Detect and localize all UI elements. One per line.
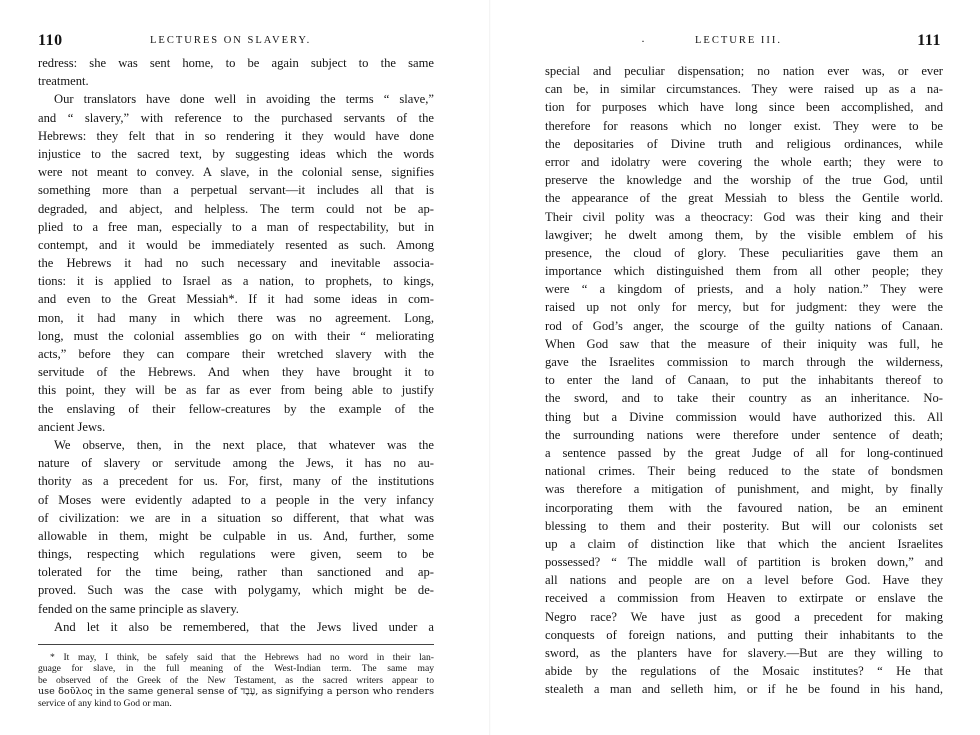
- footnote-line: guage for slave, in the full meaning of the West-Indian term. The same may: [38, 663, 434, 675]
- footnote-line: use δοῦλος in the same general sense of עֶבֶד, as signifying a person who renders: [38, 686, 434, 698]
- text-line: treatment.: [38, 74, 89, 89]
- text-line: thority as a precedent for us. For, first, many of the institutions: [38, 474, 434, 489]
- text-line: lawgiver; he dwelt among them, by the visible emblem of his: [545, 227, 943, 242]
- text-line: the enslaving of their fellow-creatures by the example of the: [38, 401, 434, 416]
- text-line: special and peculiar dispensation; no nation ever was, or ever: [545, 64, 943, 78]
- left-page-header: [38, 34, 434, 52]
- text-line: We observe, then, in the next place, that whatever was the: [54, 437, 434, 452]
- text-line: Hebrews: they felt that in so rendering it they would have done: [38, 128, 434, 143]
- text-line: acts,” before they can compare their wretched slavery with the: [38, 347, 434, 361]
- text-line: When God saw that the measure of their iniquity was full, he: [545, 336, 943, 351]
- text-line: of Moses were evidently adapted to a people in the very infancy: [38, 492, 434, 507]
- text-line: And let it also be remembered, that the Jews lived under a: [54, 619, 434, 634]
- text-line: was therefore a mitigation of punishment, and might, by finally: [545, 482, 943, 497]
- footnote-line: service of any kind to God or man.: [38, 697, 172, 709]
- text-line: preserve the knowledge and the worship of the true God, until: [545, 173, 943, 188]
- text-line: received a commission from Heaven to extirpate or enslave the: [545, 591, 943, 606]
- right-page: [490, 0, 980, 735]
- footnote-line: * It may, I think, be safely said that the Hebrews had no word in their lan-: [50, 652, 434, 663]
- text-line: allowable in them, might be culpable in us. And, further, some: [38, 528, 434, 543]
- text-line: sword, as the planters have for slavery.—But are they willing to: [545, 646, 943, 660]
- text-line: contempt, and it would be immediately resented as such. Among: [38, 237, 434, 252]
- text-line: incorporating them with the favoured nation, be an eminent: [545, 500, 943, 515]
- text-line: to enter the land of Canaan, to put the inhabitants thereof to: [545, 373, 943, 388]
- text-line: abide by the regulations of the Mosaic institutes? “ He that: [545, 664, 943, 679]
- text-line: a sentence passed by the great Judge of all for long-continued: [545, 445, 943, 460]
- text-line: the Hebrews it had no such necessary and inevitable associa-: [38, 256, 434, 271]
- text-line: were not meant to convey. A slave, in the colonial sense, signifies: [38, 165, 434, 180]
- text-line: presence, the cloud of glory. These peculiarities gave them an: [545, 245, 943, 260]
- text-line: possessed? “ The middle wall of partition is broken down,” and: [545, 555, 943, 570]
- text-line: Negro race? We have just as good a precedent for making: [545, 609, 943, 624]
- text-line: redress: she was sent home, to be again subject to the same: [38, 56, 434, 70]
- bullet-icon: ·: [641, 34, 645, 48]
- text-line: and “ slavery,” with reference to the purchased servants of the: [38, 110, 434, 125]
- text-line: can be, in similar circumstances. They were raised up as a na-: [545, 82, 943, 97]
- text-line: the depositaries of Divine truth and religious ordinances, while: [545, 136, 943, 151]
- text-line: mon, it had many in which there was no agreement. Long,: [38, 310, 434, 325]
- text-line: up a claim of distinction like that which the ancient Israelites: [545, 536, 943, 551]
- text-line: degraded, and abject, and helpless. The term could not be ap-: [38, 201, 434, 216]
- text-line: long, must the colonial assemblies go on with their “ meliorating: [38, 328, 434, 343]
- text-line: injustice to the sacred text, by suggesting ideas which the words: [38, 146, 434, 161]
- text-line: the surrounding nations were therefore under sentence of death;: [545, 427, 943, 442]
- text-line: importance which distinguished them from all other people; they: [545, 264, 943, 279]
- text-line: and even to the Great Messiah*. If it had some ideas in com-: [38, 292, 434, 307]
- running-head: LECTURES ON SLAVERY.: [150, 35, 312, 46]
- text-line: Their civil polity was a theocracy: God was their king and their: [545, 209, 943, 224]
- footnote: [38, 652, 434, 709]
- text-line: the sword, and to take their country as an inheritance. No-: [545, 391, 943, 406]
- text-line: ancient Jews.: [38, 419, 106, 434]
- text-line: all nations and people are on a level before God. Have they: [545, 573, 943, 588]
- right-text-column: [545, 62, 943, 699]
- text-line: fended on the same principle as slavery.: [38, 601, 239, 616]
- text-line: were “ a kingdom of priests, and a holy nation.” They were: [545, 282, 943, 297]
- text-line: servitude of the Hebrews. And when they have brought it to: [38, 365, 434, 380]
- text-line: proved. Such was the case with polygamy, which might be de-: [38, 583, 434, 598]
- text-line: raised up not only for mercy, but for judgment: they were the: [545, 300, 943, 315]
- page-number: 110: [38, 32, 63, 49]
- footnote-rule: [38, 644, 434, 645]
- text-line: plied to a free man, especially to a man of respectability, but in: [38, 219, 434, 234]
- text-line: things, respecting which regulations were given, seem to be: [38, 547, 434, 562]
- text-line: Our translators have done well in avoiding the terms “ slave,”: [54, 92, 434, 107]
- right-page-header: [545, 34, 941, 52]
- text-line: therefore for reasons which no longer exist. They were to be: [545, 118, 943, 133]
- text-line: nature of slavery or servitude among the Jews, it has no au-: [38, 456, 434, 471]
- page-number: 111: [917, 32, 941, 49]
- text-line: thing but a Divine commission would have authorized this. All: [545, 409, 943, 424]
- text-line: conquests of foreign nations, and putting their inhabitants to the: [545, 627, 943, 642]
- text-line: the appearance of the great Messiah to bless the Gentile world.: [545, 191, 943, 206]
- text-line: blessing to them and their posterity. But will our colonists set: [545, 518, 943, 533]
- text-line: this point, they will be as far as ever from being able to justify: [38, 383, 434, 398]
- text-line: gave the Israelites commission to march through the wilderness,: [545, 355, 943, 369]
- running-head: LECTURE III.: [695, 35, 782, 46]
- text-line: stealeth a man and selleth him, or if he be found in his hand,: [545, 682, 943, 697]
- text-line: something more than a perpetual servant—it includes all that is: [38, 183, 434, 198]
- text-line: national crimes. Their being reduced to the state of bondsmen: [545, 464, 943, 479]
- text-line: tion for purposes which have long since been accomplished, and: [545, 100, 943, 115]
- footnote-line: be observed of the Greek of the New Testament, as the sacred writers appear to: [38, 674, 434, 686]
- left-text-column: [38, 54, 434, 636]
- text-line: error and idolatry were covering the whole earth; they were to: [545, 154, 943, 169]
- text-line: of civilization: we are in a situation so different, that what was: [38, 510, 434, 525]
- text-line: tions: it is applied to Israel as a nation, to prophets, to kings,: [38, 274, 434, 289]
- text-line: rod of God’s anger, the scourge of the guilty nations of Canaan.: [545, 318, 943, 333]
- text-line: tolerated for the time being, rather than sanctioned and ap-: [38, 565, 434, 580]
